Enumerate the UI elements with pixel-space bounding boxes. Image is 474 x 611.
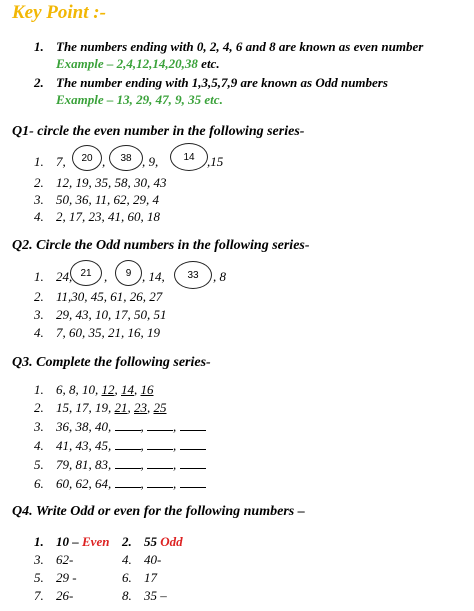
item-number: 5. [34, 570, 44, 585]
item-number: 1. [34, 39, 44, 54]
example-text: Example – 2,4,12,14,20,38 [56, 56, 198, 71]
q2-row-3 [34, 307, 167, 323]
q2-row-1-mid: , 14, [142, 269, 165, 284]
q2-title: Q2. Circle the Odd numbers in the following series- [12, 238, 310, 253]
item-text: 26- [56, 588, 74, 603]
item-text: 29 - [56, 570, 77, 585]
answer-blank[interactable] [147, 457, 173, 469]
q4-item-2 [122, 534, 183, 550]
key-point-example-2 [56, 92, 223, 108]
item-number: 3. [34, 552, 44, 567]
q4-item-5 [34, 570, 77, 586]
row-text: 29, 43, 10, 17, 50, 51 [56, 307, 167, 322]
q4-title: Q4. Write Odd or even for the following numbers – [12, 504, 305, 519]
q2-row-1 [34, 269, 72, 285]
q4-item-7 [34, 588, 73, 604]
example-text: Example – 13, 29, 47, 9, 35 etc. [56, 92, 223, 107]
q1-row-3 [34, 192, 159, 208]
q1-row-4 [34, 209, 160, 225]
q4-item-3 [34, 552, 73, 568]
q3-row-1: 1. 6, 8, 10, 12, 14, 16 [34, 382, 154, 397]
example-suffix: etc. [197, 56, 220, 71]
item-number: 4. [122, 552, 132, 567]
answer-blank[interactable] [180, 419, 206, 431]
row-number: 1. [34, 154, 44, 169]
item-text: 35 – [144, 588, 167, 603]
q1-circled-number: 20 [72, 145, 102, 171]
row-number: 4. [34, 438, 44, 453]
q3-row-6: 6. 60, 62, 64, , , [34, 476, 206, 492]
q4-item-8 [122, 588, 167, 604]
q3-row-3: 3. 36, 38, 40, , , [34, 419, 206, 435]
answer-text: Even [82, 534, 110, 549]
row-number: 5. [34, 457, 44, 472]
row-number: 3. [34, 419, 44, 434]
row-text: 11,30, 45, 61, 26, 27 [56, 289, 163, 304]
item-number: 1. [34, 534, 44, 549]
q1-circled-number: 38 [109, 145, 143, 171]
item-number: 8. [122, 588, 132, 603]
key-point-item-2 [34, 75, 388, 91]
row-number: 1. [34, 269, 44, 284]
answer-blank[interactable] [115, 476, 141, 488]
row-number: 2. [34, 400, 44, 415]
filled-answer: 12 [101, 382, 115, 397]
item-number: 2. [122, 534, 132, 549]
key-point-example-1 [56, 56, 220, 72]
row-text: 36, 38, 40, [56, 419, 115, 434]
filled-answer: 14 [121, 382, 134, 397]
q4-item-6 [122, 570, 157, 586]
row-text: 60, 62, 64, [56, 476, 115, 491]
q1-row-2 [34, 175, 167, 191]
item-number: 7. [34, 588, 44, 603]
q3-row-5: 5. 79, 81, 83, , , [34, 457, 206, 473]
q1-row-1-mid: , 9, [142, 154, 159, 169]
key-point-title: Key Point :- [12, 2, 106, 23]
row-text: 2, 17, 23, 41, 60, 18 [56, 209, 160, 224]
q1-row-1 [34, 154, 66, 170]
row-number: 2. [34, 175, 44, 190]
row-text: 24, [56, 269, 73, 284]
answer-blank[interactable] [147, 419, 173, 431]
answer-blank[interactable] [115, 438, 141, 450]
answer-blank[interactable] [180, 438, 206, 450]
q4-item-4 [122, 552, 161, 568]
row-number: 3. [34, 307, 44, 322]
q3-title: Q3. Complete the following series- [12, 355, 211, 370]
q2-row-1-tail: , 8 [213, 269, 226, 284]
row-text: 7, [56, 154, 66, 169]
answer-blank[interactable] [180, 457, 206, 469]
filled-answer: 21 [114, 400, 128, 415]
answer-blank[interactable] [147, 476, 173, 488]
q2-circled-number: 21 [70, 260, 102, 286]
row-text: 79, 81, 83, [56, 457, 115, 472]
answer-blank[interactable] [115, 457, 141, 469]
row-text: 6, 8, 10, [56, 382, 102, 397]
row-text: 7, 60, 35, 21, 16, 19 [56, 325, 160, 340]
row-text: 50, 36, 11, 62, 29, 4 [56, 192, 160, 207]
item-text: The number ending with 1,3,5,7,9 are known as Odd numbers [56, 75, 388, 90]
item-text: The numbers ending with 0, 2, 4, 6 and 8 are known as even number [56, 39, 424, 54]
q4-item-1 [34, 534, 109, 550]
answer-blank[interactable] [115, 419, 141, 431]
q3-row-4: 4. 41, 43, 45, , , [34, 438, 206, 454]
filled-answer: 16 [140, 382, 154, 397]
answer-blank[interactable] [147, 438, 173, 450]
row-number: 1. [34, 382, 44, 397]
q1-title: Q1- circle the even number in the following series- [12, 124, 305, 139]
item-text: 40- [144, 552, 162, 567]
row-number: 4. [34, 325, 44, 340]
item-text: 62- [56, 552, 74, 567]
item-number: 6. [122, 570, 132, 585]
answer-blank[interactable] [180, 476, 206, 488]
key-point-item-1 [34, 39, 423, 55]
item-text: 55 [144, 534, 161, 549]
q1-circled-number: 14 [170, 143, 208, 171]
item-text: 17 [144, 570, 157, 585]
item-text: 10 – [56, 534, 82, 549]
row-number: 2. [34, 289, 44, 304]
q1-row-1-tail: ,15 [207, 154, 224, 169]
row-number: 3. [34, 192, 44, 207]
row-number: 6. [34, 476, 44, 491]
row-text: 41, 43, 45, [56, 438, 115, 453]
q2-row-2 [34, 289, 162, 305]
filled-answer: 25 [153, 400, 167, 415]
filled-answer: 23 [134, 400, 147, 415]
q2-circled-number: 33 [174, 261, 212, 289]
q2-row-4 [34, 325, 160, 341]
q2-separator: , [104, 269, 108, 284]
q3-row-2: 2. 15, 17, 19, 21, 23, 25 [34, 400, 167, 415]
answer-text: Odd [160, 534, 183, 549]
row-text: 15, 17, 19, [56, 400, 115, 415]
q2-circled-number: 9 [115, 260, 142, 286]
row-number: 4. [34, 209, 44, 224]
row-text: 12, 19, 35, 58, 30, 43 [56, 175, 167, 190]
item-number: 2. [34, 75, 44, 90]
q1-separator: , [102, 154, 106, 169]
